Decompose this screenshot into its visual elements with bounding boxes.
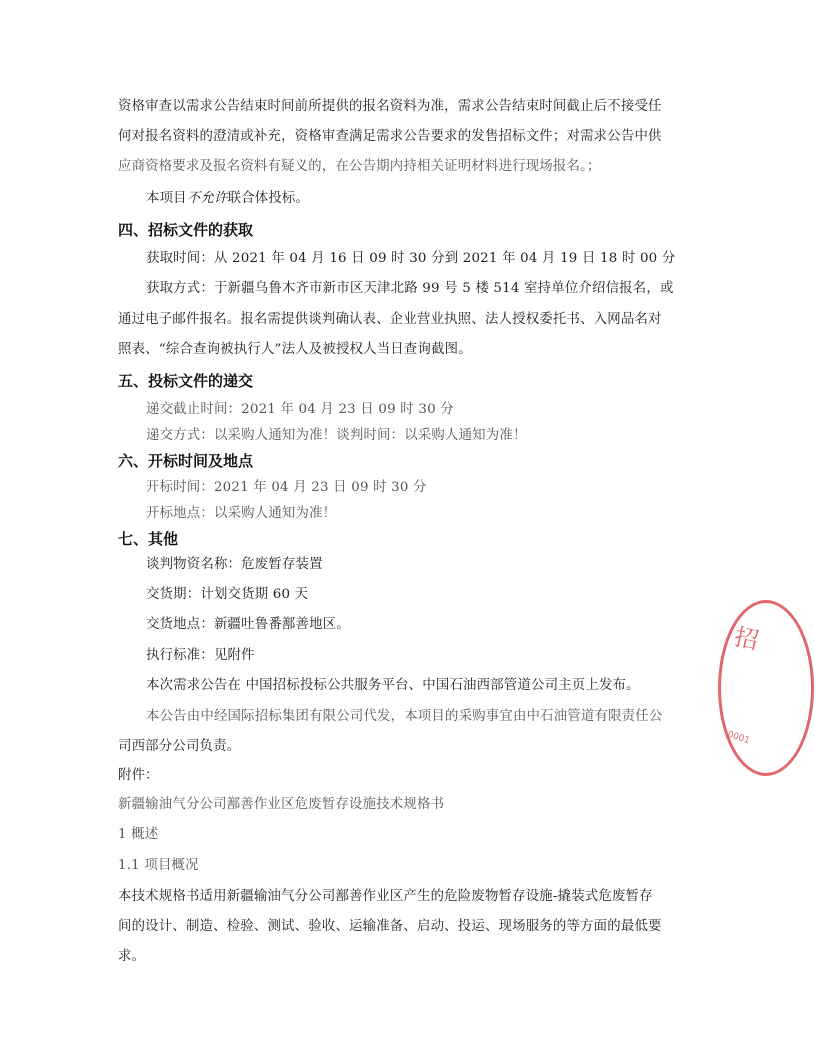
section-heading-7: 七、其他 bbox=[118, 530, 179, 548]
submit-deadline: 递交截止时间：2021 年 04 月 23 日 09 时 30 分 bbox=[146, 402, 454, 417]
acquire-method-line: 照表、“综合查询被执行人”法人及被授权人当日查询截图。 bbox=[118, 342, 472, 357]
paragraph-line: 应商资格要求及报名资料有疑义的，在公告期内持相关证明材料进行现场报名。； bbox=[118, 159, 601, 174]
consortium-prefix: 本项目 bbox=[146, 191, 187, 206]
acquire-method-line: 获取方式：于新疆乌鲁木齐市新市区天津北路 99 号 5 楼 514 室持单位介绍信报名，或 bbox=[146, 281, 674, 296]
section-1-heading: 1 概述 bbox=[118, 827, 159, 842]
paragraph-line: 何对报名资料的澄清或补充，资格审查满足需求公告要求的发售招标文件；对需求公告中供 bbox=[118, 129, 662, 144]
execution-standard: 执行标准：见附件 bbox=[146, 648, 255, 663]
acquire-method-line: 通过电子邮件报名。报名需提供谈判确认表、企业营业执照、法人授权委托书、入网品名对 bbox=[118, 312, 662, 327]
stamp-character: 招 bbox=[731, 622, 762, 656]
stamp-code: 0001 bbox=[726, 729, 751, 747]
company-seal-stamp bbox=[718, 600, 814, 776]
section-heading-5: 五、投标文件的递交 bbox=[118, 372, 254, 390]
section-heading-6: 六、开标时间及地点 bbox=[118, 452, 254, 470]
agent-note-line: 司西部分公司负责。 bbox=[118, 739, 241, 754]
opening-time: 开标时间：2021 年 04 月 23 日 09 时 30 分 bbox=[146, 480, 427, 495]
consortium-line bbox=[146, 190, 309, 208]
goods-name: 谈判物资名称：危废暂存装置 bbox=[146, 557, 323, 572]
consortium-suffix: 联合体投标。 bbox=[227, 191, 310, 206]
opening-place: 开标地点：以采购人通知为准！ bbox=[146, 506, 337, 521]
consortium-emphasis: 不允许 bbox=[186, 191, 228, 206]
agent-note-line: 本公告由中经国际招标集团有限公司代发，本项目的采购事宜由中石油管道有限责任公 bbox=[146, 709, 663, 724]
paragraph-line: 资格审查以需求公告结束时间前所提供的报名资料为准，需求公告结束时间截止后不接受任 bbox=[118, 99, 662, 114]
delivery-location: 交货地点：新疆吐鲁番鄯善地区。 bbox=[146, 617, 350, 632]
delivery-period: 交货期：计划交货期 60 天 bbox=[146, 587, 309, 602]
submit-method: 递交方式：以采购人通知为准！谈判时间：以采购人通知为准！ bbox=[146, 428, 527, 443]
section-heading-4: 四、招标文件的获取 bbox=[118, 221, 254, 239]
attachment-label: 附件： bbox=[118, 768, 159, 783]
scope-paragraph-line: 间的设计、制造、检验、测试、验收、运输准备、启动、投运、现场服务的等方面的最低要 bbox=[118, 919, 662, 934]
acquire-time: 获取时间：从 2021 年 04 月 16 日 09 时 30 分到 2021 年 04 月 19 日 18 时 00 分 bbox=[146, 251, 676, 266]
attachment-title: 新疆输油气分公司鄯善作业区危废暂存设施技术规格书 bbox=[118, 797, 445, 812]
section-1-1-heading: 1.1 项目概况 bbox=[118, 858, 199, 873]
publish-note: 本次需求公告在 中国招标投标公共服务平台、中国石油西部管道公司主页上发布。 bbox=[146, 678, 640, 693]
scope-paragraph-line: 本技术规格书适用新疆输油气分公司鄯善作业区产生的危险废物暂存设施-撬装式危废暂存 bbox=[118, 889, 653, 904]
scope-paragraph-line: 求。 bbox=[118, 949, 146, 964]
